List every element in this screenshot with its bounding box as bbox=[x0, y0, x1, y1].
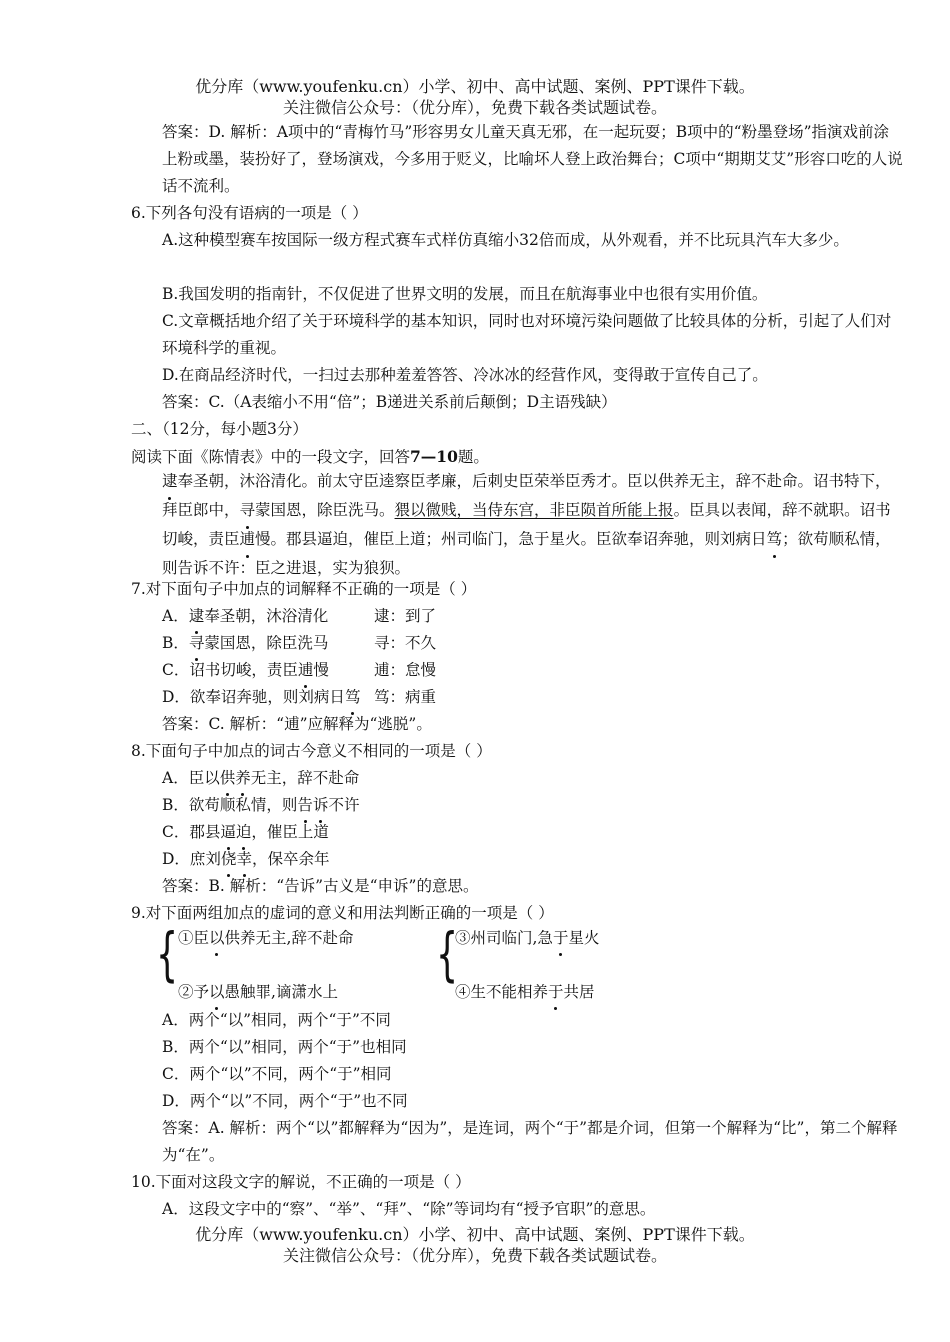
left-brace-icon: { bbox=[156, 920, 179, 988]
q8-answer: 答案：B. 解析：“告诉”古义是“申诉”的意思。 bbox=[162, 877, 479, 895]
sentence-text: 愚触罪,谪潇水上 bbox=[224, 983, 338, 1001]
q9-option-a: A．两个“以”相同，两个“于”不同 bbox=[162, 1011, 391, 1029]
sentence-text: ②予 bbox=[178, 983, 210, 1001]
q6-option-d: D.在商品经济时代，一扫过去那种羞羞答答、冷冰冰的经营作风，变得敢于宣传自己了。 bbox=[162, 366, 768, 384]
option-text: 不许 bbox=[328, 796, 360, 814]
sentence-text: ③州司临门,急 bbox=[455, 929, 553, 947]
option-label: D．庶刘 bbox=[162, 850, 221, 868]
q7-option-b bbox=[162, 630, 873, 657]
dotted-char: 笃 bbox=[767, 525, 783, 554]
dotted-char: 以 bbox=[209, 979, 225, 1006]
sentence-text: 共居 bbox=[563, 983, 595, 1001]
q7-option-c bbox=[162, 657, 873, 684]
dotted-char: 寻 bbox=[240, 496, 256, 525]
dotted-char: 于 bbox=[548, 979, 564, 1006]
q9-option-b: B．两个“以”相同，两个“于”也相同 bbox=[162, 1038, 407, 1056]
q9-option-d: D．两个“以”不同，两个“于”也不同 bbox=[162, 1092, 408, 1110]
dotted-char: 笃 bbox=[345, 684, 361, 711]
q5-answer: 答案：D. 解析：A项中的“青梅竹马”形容男女儿童天真无邪，在一起玩耍；B项中的“粉墨登场”指演戏前涂上粉或墨，装扮好了，登场演戏，今多用于贬义，比喻坏人登上政治舞台；C项中“期期艾艾”形容口吃的人说话不流利。 bbox=[162, 123, 903, 195]
q10-option-a: A．这段文字中的“察”、“举”、“拜”、“除”等词均有“授予官职”的意思。 bbox=[162, 1200, 656, 1218]
q9-sentence-2 bbox=[178, 979, 438, 1006]
intro-text-b: 题。 bbox=[457, 448, 489, 466]
q7-stem: 7.对下面句子中加点的词解释不正确的一项是（ ） bbox=[131, 580, 477, 598]
dotted-char: 逋 bbox=[240, 525, 256, 554]
dotted-char: 告 bbox=[297, 792, 313, 819]
dotted-char: 寻 bbox=[189, 630, 205, 657]
option-label: B．欲苟顺私情，则 bbox=[162, 796, 298, 814]
option-text: 奉圣朝，沐浴清化 bbox=[204, 607, 329, 625]
dotted-char: 供 bbox=[220, 765, 236, 792]
q6-option-a: A.这种模型赛车按国际一级方程式赛车式样仿真缩小32倍而成，从外观看，并不比玩具汽车大多少。 bbox=[162, 231, 849, 249]
q9-stem: 9.对下面两组加点的虚词的意义和用法判断正确的一项是（ ） bbox=[131, 904, 554, 922]
header-line-1: 优分库（www.youfenku.cn）小学、初中、高中试题、案例、PPT课件下载。 bbox=[195, 77, 755, 96]
q6-option-b: B.我国发明的指南针，不仅促进了世界文明的发展，而且在航海事业中也很有实用价值。 bbox=[162, 285, 768, 303]
option-label: C．郡县 bbox=[162, 823, 221, 841]
passage-text: 奉圣朝，沐浴清化。前太守臣逵察臣孝廉，后刺史臣荣举臣秀才。臣以供养无主，辞不赴命。诏书特下，拜臣郎中， bbox=[162, 472, 891, 519]
passage bbox=[131, 467, 904, 583]
option-gloss: 逮：到了 bbox=[374, 607, 437, 625]
dotted-char: 逮 bbox=[189, 603, 205, 630]
q8-option-c bbox=[162, 819, 873, 846]
q10-stem: 10.下面对这段文字的解说，不正确的一项是（ ） bbox=[131, 1173, 471, 1191]
option-label: D．欲奉诏奔驰，则刘病日 bbox=[162, 688, 345, 706]
sentence-text: ④生不能相养 bbox=[455, 983, 549, 1001]
q8-option-b bbox=[162, 792, 873, 819]
option-text: 无主，辞不赴命 bbox=[250, 769, 360, 787]
q6-stem: 6.下列各句没有语病的一项是（ ） bbox=[131, 204, 368, 222]
dotted-char: 侥 bbox=[221, 846, 237, 873]
q9-sentence-1 bbox=[178, 925, 438, 952]
sentence-text: 星火 bbox=[568, 929, 600, 947]
q8-option-a bbox=[162, 765, 873, 792]
passage-text: 慢。郡县逼迫，催臣上道；州司临门，急于星火。臣欲奉诏奔驰，则刘病日 bbox=[255, 530, 767, 548]
option-text: ，催臣上道 bbox=[251, 823, 329, 841]
q9-sentence-4 bbox=[455, 979, 715, 1006]
footer-line-1: 优分库（www.youfenku.cn）小学、初中、高中试题、案例、PPT课件下载。 bbox=[195, 1225, 755, 1244]
intro-question-range: 7—10 bbox=[410, 447, 458, 466]
sentence-text: ①臣 bbox=[178, 929, 210, 947]
q8-option-d bbox=[162, 846, 873, 873]
option-gloss: 笃：病重 bbox=[374, 688, 437, 706]
section-2-title: 二、（12分，每小题3分） bbox=[131, 420, 308, 438]
sentence-text: 供养无主,辞不赴命 bbox=[224, 929, 354, 947]
q9-answer: 答案：A. 解析：两个“以”都解释为“因为”，是连词，两个“于”都是介词，但第一个解释为“比”，第二个解释为“在”。 bbox=[162, 1119, 898, 1164]
q6-option-c: C.文章概括地介绍了关于环境科学的基本知识，同时也对环境污染问题做了比较具体的分析，引起了人们对环境科学的重视。 bbox=[162, 312, 892, 357]
q8-stem: 8.下面句子中加点的词古今意义不相同的一项是（ ） bbox=[131, 742, 492, 760]
dotted-char: 迫 bbox=[236, 819, 252, 846]
option-gloss: 寻：不久 bbox=[374, 634, 437, 652]
dotted-char: 逼 bbox=[220, 819, 236, 846]
option-gloss: 逋：怠慢 bbox=[374, 661, 437, 679]
option-text: ，保卒余年 bbox=[251, 850, 330, 868]
passage-text: 。臣具以表闻，辞不就职。诏书切峻，责臣 bbox=[162, 501, 891, 548]
option-label: B． bbox=[162, 634, 189, 652]
q9-option-c: C．两个“以”不同，两个“于”相同 bbox=[162, 1065, 392, 1083]
q7-answer: 答案：C. 解析：“逋”应解释为“逃脱”。 bbox=[162, 715, 432, 733]
passage-text: ；欲苟顺私情，则告诉不许：臣之进退，实为狼狈。 bbox=[162, 530, 891, 577]
dotted-char: 逮 bbox=[162, 467, 178, 496]
passage-text: 蒙国恩，除臣洗马。 bbox=[255, 501, 395, 519]
q7-option-a bbox=[162, 603, 873, 630]
header-line-2: 关注微信公众号：（优分库），免费下载各类试题试卷。 bbox=[282, 98, 667, 117]
q7-option-d bbox=[162, 684, 873, 711]
dotted-char: 诉 bbox=[313, 792, 329, 819]
left-brace-icon: { bbox=[436, 920, 459, 988]
option-text: 蒙国恩，除臣洗马 bbox=[204, 634, 329, 652]
option-label: C．诏书切峻，责臣 bbox=[162, 661, 298, 679]
dotted-char: 养 bbox=[235, 765, 251, 792]
dotted-char: 以 bbox=[209, 925, 225, 952]
footer-line-2: 关注微信公众号：（优分库），免费下载各类试题试卷。 bbox=[282, 1246, 667, 1265]
option-text: 慢 bbox=[313, 661, 329, 679]
q9-sentence-3 bbox=[455, 925, 715, 952]
intro-text-a: 阅读下面《陈情表》中的一段文字，回答 bbox=[131, 448, 411, 466]
dotted-char: 逋 bbox=[298, 657, 314, 684]
option-label: A． bbox=[162, 607, 189, 625]
q6-answer: 答案：C.（A表缩小不用“倍”；B递进关系前后颠倒；D主语残缺） bbox=[162, 393, 617, 411]
dotted-char: 于 bbox=[553, 925, 569, 952]
option-label: A．臣以 bbox=[162, 769, 220, 787]
underlined-sentence: 猥以微贱，当侍东宫，非臣陨首所能上报 bbox=[394, 501, 674, 519]
dotted-char: 幸 bbox=[236, 846, 252, 873]
